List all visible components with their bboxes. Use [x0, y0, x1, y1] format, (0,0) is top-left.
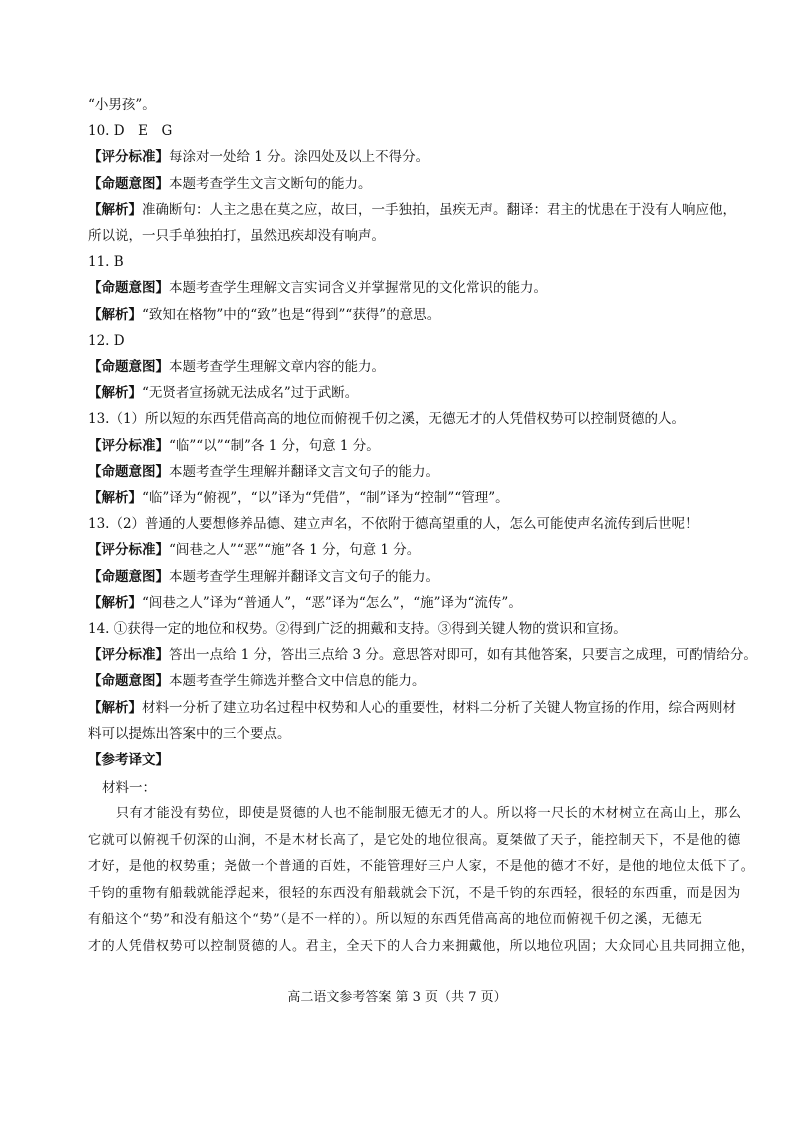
section-tag: 【命题意图】 — [88, 280, 169, 297]
section-tag: 【解析】 — [88, 306, 142, 323]
section-tag: 【解析】 — [88, 201, 142, 218]
line-text: 材料一分析了建立功名过程中权势和人心的重要性，材料二分析了关键人物宣扬的作用，综合两则材 — [142, 699, 736, 716]
translation-heading: 材料一： — [102, 780, 156, 797]
section-tag: 【解析】 — [88, 699, 142, 716]
translation-line: 它就可以俯视千仞深的山涧，不是木材长高了，是它处的地位很高。夏桀做了天子，能控制天下，不是他的德 — [88, 832, 741, 848]
section-tag: 【评分标准】 — [88, 149, 169, 166]
section-tag: 【评分标准】 — [88, 542, 169, 559]
answer-line — [88, 590, 708, 616]
translation-line: 有船这个“势”和没有船这个“势”（是不一样的）。所以短的东西凭借高高的地位而俯视千仞之溪，无德无 — [88, 912, 703, 928]
section-tag: 【参考译文】 — [88, 752, 169, 769]
answer-line — [88, 249, 708, 275]
page-footer: 高二语文参考答案 第 3 页（共 7 页） — [287, 990, 507, 1005]
answer-line — [88, 747, 708, 773]
answer-line — [88, 616, 708, 642]
section-tag: 【命题意图】 — [88, 673, 169, 690]
line-text: “临”译为“俯视”，“以”译为“凭借”，“制”译为“控制”“管理”。 — [142, 490, 509, 507]
answer-line — [88, 642, 757, 668]
line-text: 13.（1）所以短的东西凭借高高的地位而俯视千仞之溪，无德无才的人凭借权势可以控制贤德的人。 — [88, 411, 686, 428]
answer-line — [88, 118, 708, 144]
line-text: 12. D — [88, 332, 125, 349]
line-text: 每涂对一处给 1 分。涂四处及以上不得分。 — [169, 149, 430, 166]
line-text: 准确断句：人主之患在莫之应，故曰，一手独拍，虽疾无声。翻译：君主的忧患在于没有人响应他， — [142, 201, 736, 218]
section-tag: 【命题意图】 — [88, 359, 169, 376]
answer-line — [88, 302, 708, 328]
answer-line — [88, 406, 708, 432]
line-text: 本题考查学生筛选并整合文中信息的能力。 — [169, 673, 426, 690]
answer-lines — [88, 92, 757, 773]
section-tag: 【解析】 — [88, 594, 142, 611]
answer-line — [88, 485, 708, 511]
answer-line — [88, 223, 708, 249]
translation-line: 只有才能没有势位，即使是贤德的人也不能制服无德无才的人。所以将一尺长的木材树立在高山上，那么 — [116, 806, 742, 822]
translation-line: 才好，是他的权势重；尧做一个普通的百姓，不能管理好三户人家，不是他的德才不好，是他的地位太低下了。 — [88, 859, 755, 875]
line-text: 本题考查学生理解并翻译文言文句子的能力。 — [169, 568, 439, 585]
answer-line — [88, 144, 708, 170]
section-tag: 【解析】 — [88, 490, 142, 507]
answer-line — [88, 668, 708, 694]
line-text: “临”“以”“制”各 1 分，句意 1 分。 — [169, 437, 380, 454]
answer-line — [88, 564, 708, 590]
answer-line — [88, 537, 708, 563]
answer-line — [88, 328, 708, 354]
answer-line — [88, 275, 708, 301]
line-text: 本题考查学生理解文章内容的能力。 — [169, 359, 385, 376]
line-text: “小男孩”。 — [88, 97, 156, 113]
section-tag: 【解析】 — [88, 385, 142, 402]
section-tag: 【命题意图】 — [88, 568, 169, 585]
section-tag: 【评分标准】 — [88, 647, 169, 664]
line-text: 料可以提炼出答案中的三个要点。 — [88, 725, 291, 742]
answer-line — [88, 354, 708, 380]
answer-line — [88, 459, 708, 485]
answer-line — [88, 695, 736, 721]
line-text: “闾巷之人”译为“普通人”，“恶”译为“怎么”，“施”译为“流传”。 — [142, 594, 522, 611]
line-text: “无贤者宣扬就无法成名”过于武断。 — [142, 385, 359, 402]
answer-line — [88, 197, 736, 223]
answer-line — [88, 721, 708, 747]
section-tag: 【命题意图】 — [88, 175, 169, 192]
section-tag: 【评分标准】 — [88, 437, 169, 454]
answer-line — [88, 380, 708, 406]
line-text: 答出一点给 1 分，答出三点给 3 分。意思答对即可，如有其他答案，只要言之成理，可酌情给分。 — [169, 647, 757, 664]
translation-line: 千钧的重物有船载就能浮起来，很轻的东西没有船载就会下沉，不是千钧的东西轻，很轻的东西重，而是因为 — [88, 885, 741, 901]
line-text: 13.（2）普通的人要想修养品德、建立声名，不依附于德高望重的人，怎么可能使声名流传到后世呢！ — [88, 516, 699, 533]
translation-line: 才的人凭借权势可以控制贤德的人。君主，全天下的人合力来拥戴他，所以地位巩固；大众同心且共同拥立他， — [88, 938, 755, 954]
line-text: “致知在格物”中的“致”也是“得到”“获得”的意思。 — [142, 306, 441, 323]
answer-line — [88, 511, 708, 537]
line-text: 10. D E G — [88, 123, 173, 140]
line-text: 所以说，一只手单独拍打，虽然迅疾却没有响声。 — [88, 228, 385, 245]
line-text: “闾巷之人”“恶”“施”各 1 分，句意 1 分。 — [169, 542, 421, 559]
section-tag: 【命题意图】 — [88, 463, 169, 480]
line-text: 11. B — [88, 254, 124, 271]
reference-translation — [88, 775, 755, 960]
answer-line — [88, 92, 708, 118]
translation-lines — [88, 801, 755, 959]
answer-line — [88, 171, 708, 197]
answer-content — [88, 92, 757, 960]
line-text: 本题考查学生理解并翻译文言文句子的能力。 — [169, 463, 439, 480]
answer-line — [88, 433, 708, 459]
line-text: 本题考查学生理解文言实词含义并掌握常见的文化常识的能力。 — [169, 280, 547, 297]
line-text: 本题考查学生文言文断句的能力。 — [169, 175, 372, 192]
line-text: 14. ①获得一定的地位和权势。②得到广泛的拥戴和支持。③得到关键人物的赏识和宣扬。 — [88, 621, 627, 638]
